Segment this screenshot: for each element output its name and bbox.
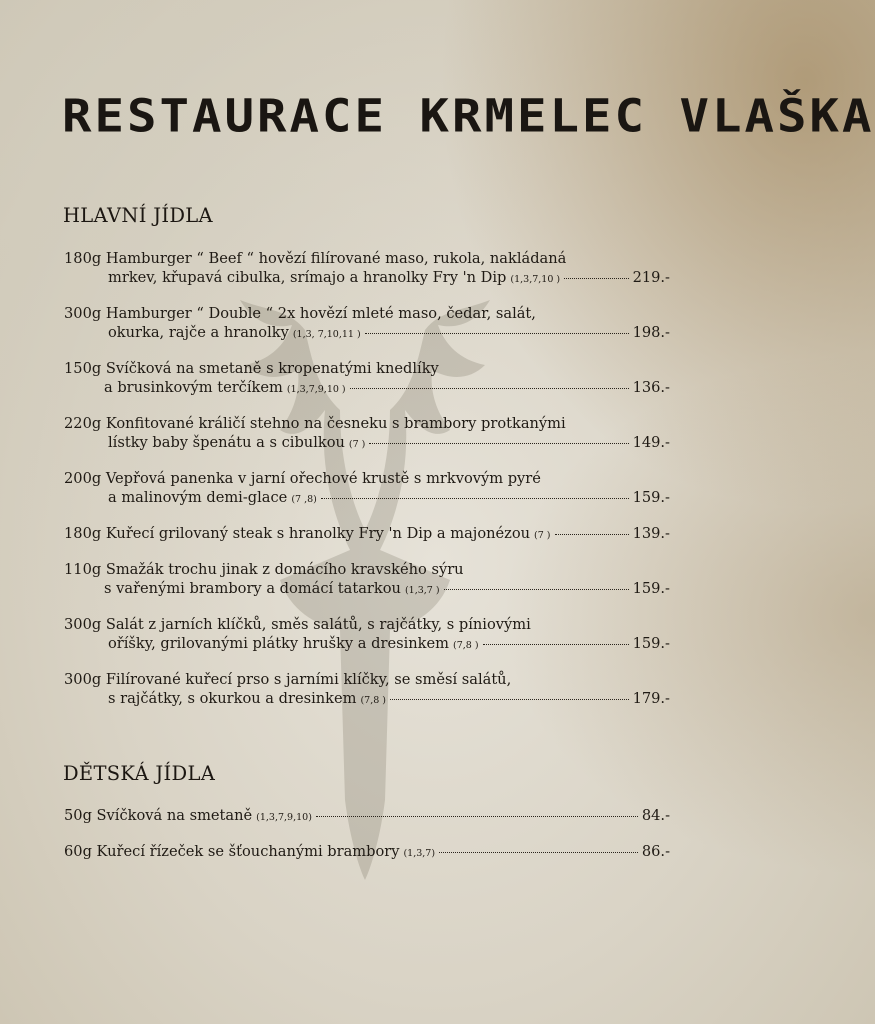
menu-item-description: 180g Kuřecí grilovaný steak s hranolky Fry 'n Dip a majonézou: [64, 525, 531, 542]
allergen-codes: (1,3,7,10 ): [510, 274, 561, 285]
menu-item-description: a malinovým demi-glace: [108, 489, 288, 506]
menu-item-price: 159.-: [632, 489, 670, 506]
allergen-codes: (7,8 ): [360, 695, 387, 706]
allergen-codes: (1,3, 7,10,11 ): [292, 329, 361, 340]
allergen-codes: (1,3,7): [403, 848, 436, 859]
menu-item-description: a brusinkovým terčíkem: [104, 379, 283, 396]
kids-dishes-list: [64, 806, 670, 863]
menu-item-price: 159.-: [632, 635, 670, 652]
menu-item-description: mrkev, křupavá cibulka, srímajo a hranolky Fry 'n Dip: [108, 269, 507, 286]
restaurant-title: RESTAURACE KRMELEC VLAŠKA: [62, 90, 875, 143]
dot-leader: [369, 443, 628, 444]
menu-item-double-hamburger: [64, 304, 670, 344]
menu-item-pork-tenderloin: [64, 469, 670, 509]
dot-leader: [444, 589, 629, 590]
menu-item-description: s vařenými brambory a domácí tatarkou: [104, 580, 401, 597]
menu-item-description: 300g Salát z jarních klíčků, směs salátů, s rajčátky, s píniovými: [64, 616, 531, 633]
menu-item-beef-hamburger: [64, 249, 670, 289]
main-dishes-heading: HLAVNÍ JÍDLA: [63, 204, 213, 227]
menu-item-price: 86.-: [641, 843, 670, 860]
menu-item-svickova: [64, 359, 670, 399]
menu-item-price: 219.-: [632, 269, 670, 286]
menu-item-rabbit-leg: [64, 414, 670, 454]
allergen-codes: (7 ,8): [291, 494, 317, 505]
allergen-codes: (1,3,7,9,10): [256, 812, 312, 823]
allergen-codes: (7 ): [534, 530, 551, 541]
dot-leader: [321, 498, 629, 499]
menu-item-description: 150g Svíčková na smetaně s kropenatými knedlíky: [64, 360, 439, 377]
menu-item-kids-svickova: [64, 806, 670, 827]
menu-item-description: 200g Vepřová panenka v jarní ořechové krustě s mrkvovým pyré: [64, 470, 541, 487]
dot-leader: [316, 816, 638, 817]
allergen-codes: (1,3,7,9,10 ): [286, 384, 346, 395]
kids-dishes-heading: DĚTSKÁ JÍDLA: [63, 762, 216, 785]
menu-item-chicken-breast: [64, 670, 670, 710]
menu-item-description: 60g Kuřecí řízeček se šťouchanými brambory: [64, 843, 400, 860]
menu-item-description: 300g Filírované kuřecí prso s jarními klíčky, se směsí salátů,: [64, 671, 512, 688]
allergen-codes: (7,8 ): [452, 640, 479, 651]
menu-item-description: oříšky, grilovanými plátky hrušky a dresinkem: [108, 635, 449, 652]
menu-item-description: s rajčátky, s okurkou a dresinkem: [108, 690, 357, 707]
menu-item-description: lístky baby špenátu a s cibulkou: [108, 434, 345, 451]
menu-item-description: okurka, rajče a hranolky: [108, 324, 289, 341]
dot-leader: [350, 388, 629, 389]
dot-leader: [564, 278, 628, 279]
menu-item-price: 159.-: [632, 580, 670, 597]
dot-leader: [555, 534, 629, 535]
dot-leader: [365, 333, 629, 334]
menu-item-description: 50g Svíčková na smetaně: [64, 807, 253, 824]
allergen-codes: (1,3,7 ): [404, 585, 440, 596]
menu-item-price: 198.-: [632, 324, 670, 341]
menu-item-price: 179.-: [632, 690, 670, 707]
menu-item-price: 139.-: [632, 525, 670, 542]
main-dishes-list: [64, 249, 670, 710]
dot-leader: [439, 852, 638, 853]
menu-item-description: 220g Konfitované králičí stehno na česneku s brambory protkanými: [64, 415, 566, 432]
menu-item-fried-cheese: [64, 560, 670, 600]
menu-item-chicken-steak: [64, 524, 670, 545]
menu-item-description: 110g Smažák trochu jinak z domácího kravského sýru: [64, 561, 464, 578]
dot-leader: [483, 644, 629, 645]
menu-item-description: 180g Hamburger “ Beef “ hovězí filírované maso, rukola, nakládaná: [64, 250, 567, 267]
menu-item-sprout-salad: [64, 615, 670, 655]
menu-item-kids-schnitzel: [64, 842, 670, 863]
menu-item-description: 300g Hamburger “ Double “ 2x hovězí mleté maso, čedar, salát,: [64, 305, 536, 322]
allergen-codes: (7 ): [348, 439, 366, 450]
menu-item-price: 149.-: [632, 434, 670, 451]
dot-leader: [390, 699, 629, 700]
menu-item-price: 84.-: [641, 807, 670, 824]
menu-item-price: 136.-: [632, 379, 670, 396]
